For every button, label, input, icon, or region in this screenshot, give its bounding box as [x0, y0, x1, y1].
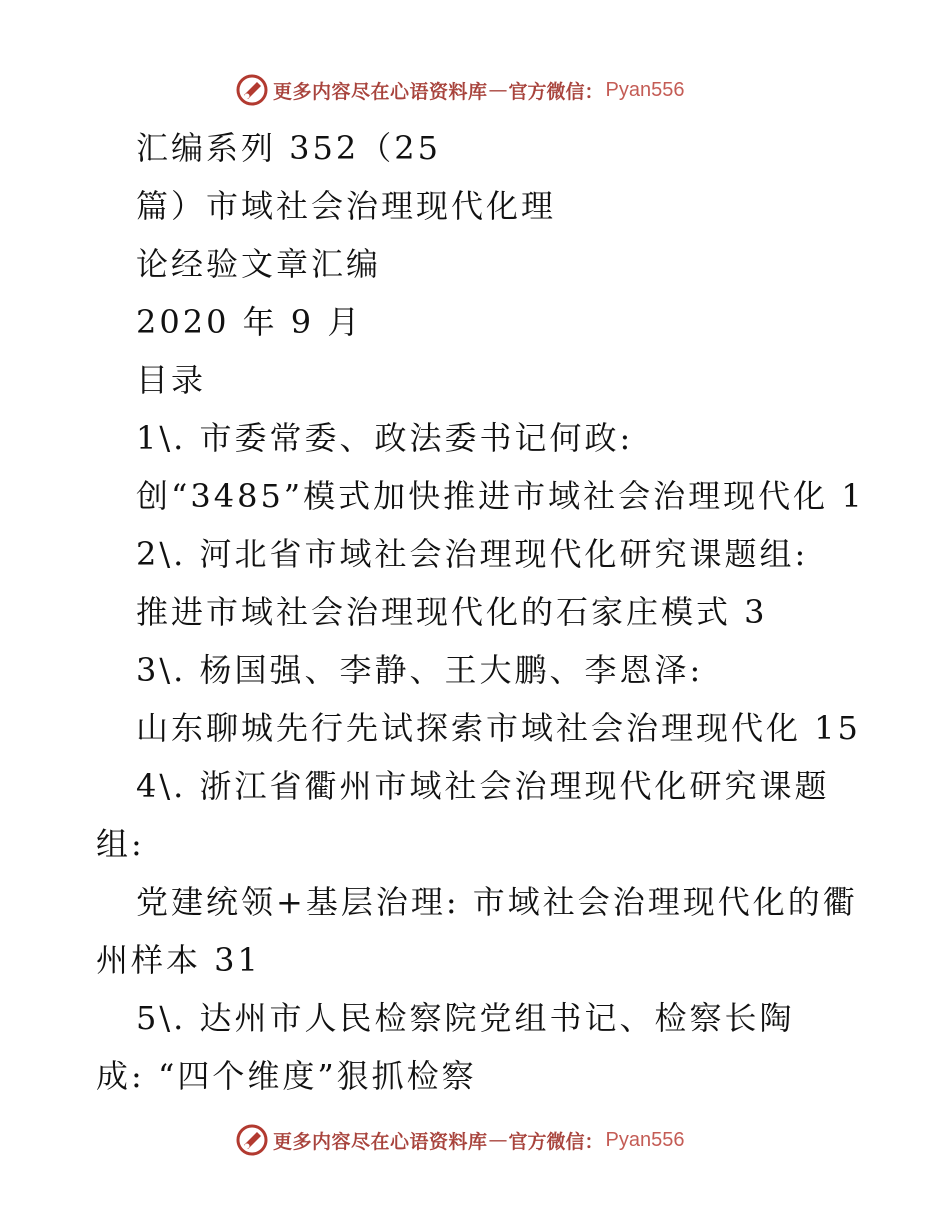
banner-wechat-handle: Pyan556 — [605, 78, 685, 101]
banner-main-text: 更多内容尽在心语资料库 — [273, 80, 488, 103]
toc-entry-2-author: 2\. 河北省市域社会治理现代化研究课题组: — [136, 535, 809, 573]
toc-entry-5-title: 成: “四个维度”狠抓检察 — [96, 1057, 477, 1095]
doc-title-line-3: 论经验文章汇编 — [136, 245, 382, 283]
brand-logo-icon — [235, 73, 269, 107]
toc-heading: 目录 — [136, 361, 207, 399]
toc-entry-1-title: 创“3485”模式加快推进市域社会治理现代化 1 — [136, 477, 865, 515]
banner-official-label: 官方微信： — [508, 1130, 604, 1153]
banner-wechat-handle: Pyan556 — [605, 1128, 685, 1151]
toc-entry-4-author: 4\. 浙江省衢州市域社会治理现代化研究课题 — [136, 767, 830, 805]
toc-entry-3-author: 3\. 杨国强、李静、王大鹏、李恩泽: — [136, 651, 704, 689]
doc-title-line-2: 篇）市域社会治理现代化理 — [136, 187, 557, 225]
doc-date: 2020 年 9 月 — [136, 303, 363, 341]
banner-separator: — — [488, 1129, 508, 1151]
toc-entry-4-title: 党建统领+基层治理: 市域社会治理现代化的衢 — [136, 883, 858, 921]
footer-watermark-banner — [235, 1123, 685, 1157]
doc-title-line-1: 汇编系列 352（25 — [136, 129, 441, 167]
toc-entry-4-title-cont: 州样本 31 — [96, 941, 261, 979]
toc-entry-2-title: 推进市域社会治理现代化的石家庄模式 3 — [136, 593, 768, 631]
header-watermark-banner — [235, 73, 685, 107]
toc-entry-3-title: 山东聊城先行先试探索市域社会治理现代化 15 — [136, 709, 861, 747]
banner-separator: — — [488, 79, 508, 101]
banner-main-text: 更多内容尽在心语资料库 — [273, 1130, 488, 1153]
toc-entry-5-author: 5\. 达州市人民检察院党组书记、检察长陶 — [136, 999, 795, 1037]
brand-logo-icon — [235, 1123, 269, 1157]
banner-official-label: 官方微信： — [508, 80, 604, 103]
toc-entry-4-author-cont: 组: — [96, 825, 145, 863]
toc-entry-1-author: 1\. 市委常委、政法委书记何政: — [136, 419, 634, 457]
